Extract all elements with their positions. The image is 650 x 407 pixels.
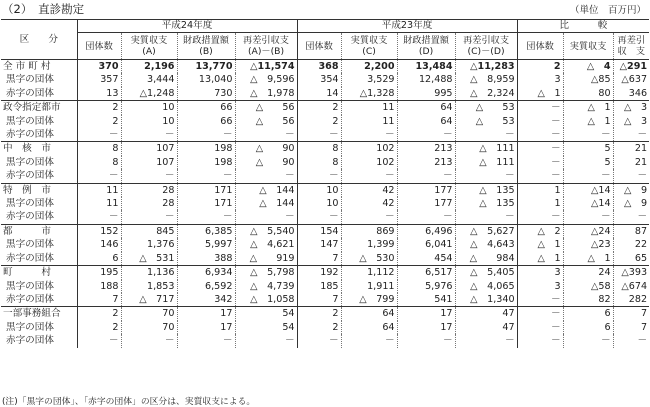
table-row: [1, 293, 649, 307]
table-cell: 342: [177, 293, 235, 307]
table-cell: 454: [397, 252, 455, 266]
table-row: [1, 156, 649, 169]
table-cell: －: [121, 128, 177, 142]
row-label: 赤字の団体: [6, 293, 54, 305]
table-cell: －: [341, 128, 397, 142]
table-cell: 2,200: [341, 60, 397, 74]
table-cell: △ 90: [235, 156, 297, 169]
table-cell: 7: [613, 307, 649, 321]
table-cell: 42: [341, 197, 397, 210]
table-cell: △ 56: [235, 101, 297, 115]
column-header: 実質収支: [563, 33, 613, 60]
table-cell: －: [297, 169, 341, 183]
column-header: 再差引収支 (A)－(B): [235, 33, 297, 60]
row-label: 都 市: [1, 224, 77, 238]
table-row: [1, 60, 649, 74]
table-cell: －: [397, 210, 455, 224]
table-cell: △ 53: [455, 115, 517, 128]
table-row: [1, 252, 649, 266]
table-cell: △ 4,621: [235, 238, 297, 251]
table-cell: 147: [297, 238, 341, 251]
table-cell: －: [613, 210, 649, 224]
table-cell: △ 4,643: [455, 238, 517, 251]
table-cell: －: [517, 210, 563, 224]
table-cell: △637: [613, 73, 649, 86]
column-header: 団体数: [297, 33, 341, 60]
table-cell: △ 53: [455, 101, 517, 115]
table-cell: －: [297, 128, 341, 142]
table-cell: 6,385: [177, 224, 235, 238]
table-cell: 17: [397, 307, 455, 321]
column-header: 再差引 収 支: [613, 33, 649, 60]
column-header: 財政措置額 (B): [177, 33, 235, 60]
direct-clinic-account-table: [1, 19, 649, 348]
table-cell: 21: [613, 142, 649, 156]
table-row: [1, 142, 649, 156]
table-cell: 195: [77, 266, 121, 280]
table-cell: －: [563, 169, 613, 183]
table-cell: 10: [121, 101, 177, 115]
row-label: 赤字の団体: [6, 170, 54, 182]
table-row: [1, 73, 649, 86]
table-cell: －: [517, 334, 563, 347]
table-cell: △ 135: [455, 183, 517, 197]
kubun-header: 区 分: [19, 33, 58, 45]
table-cell: 8: [297, 156, 341, 169]
table-cell: －: [517, 101, 563, 115]
table-cell: －: [341, 210, 397, 224]
table-cell: 154: [297, 224, 341, 238]
table-cell: 388: [177, 252, 235, 266]
table-cell: 2: [77, 307, 121, 321]
table-cell: 47: [455, 307, 517, 321]
table-cell: －: [77, 128, 121, 142]
table-cell: －: [235, 128, 297, 142]
table-cell: △ 2: [517, 224, 563, 238]
table-cell: 13,770: [177, 60, 235, 74]
table-cell: △ 3: [613, 101, 649, 115]
table-cell: 21: [613, 156, 649, 169]
table-cell: －: [121, 169, 177, 183]
row-label: 黒字の団体: [6, 156, 54, 168]
table-cell: －: [341, 334, 397, 347]
table-cell: △ 1: [517, 238, 563, 251]
table-cell: －: [455, 334, 517, 347]
table-cell: 171: [177, 183, 235, 197]
table-cell: 6: [563, 321, 613, 334]
table-cell: －: [563, 334, 613, 347]
table-cell: 152: [77, 224, 121, 238]
table-cell: －: [177, 334, 235, 347]
table-cell: △ 111: [455, 142, 517, 156]
table-cell: 5: [563, 156, 613, 169]
table-cell: 11: [77, 197, 121, 210]
table-row: [1, 197, 649, 210]
table-cell: －: [341, 169, 397, 183]
table-cell: △ 5,798: [235, 266, 297, 280]
table-cell: －: [397, 334, 455, 347]
table-cell: －: [455, 128, 517, 142]
table-cell: 6,592: [177, 280, 235, 293]
table-cell: 1,853: [121, 280, 177, 293]
table-cell: △58: [563, 280, 613, 293]
table-cell: 1: [517, 197, 563, 210]
table-cell: 1,399: [341, 238, 397, 251]
table-cell: －: [177, 128, 235, 142]
table-cell: 11: [77, 183, 121, 197]
table-cell: 2,196: [121, 60, 177, 74]
table-cell: 13,040: [177, 73, 235, 86]
table-cell: △ 3: [613, 115, 649, 128]
table-cell: △ 4,739: [235, 280, 297, 293]
table-cell: △ 799: [341, 293, 397, 307]
table-cell: 10: [121, 115, 177, 128]
table-cell: －: [235, 334, 297, 347]
column-header: 実質収支 (C): [341, 33, 397, 60]
column-header: 再差引収支 (C)－(D): [455, 33, 517, 60]
table-cell: 2: [77, 101, 121, 115]
table-cell: 869: [341, 224, 397, 238]
table-row: [1, 101, 649, 115]
table-cell: 177: [397, 183, 455, 197]
table-cell: △ 984: [455, 252, 517, 266]
table-cell: －: [517, 307, 563, 321]
table-cell: 541: [397, 293, 455, 307]
table-cell: 6,041: [397, 238, 455, 251]
table-cell: 3,444: [121, 73, 177, 86]
table-cell: 370: [77, 60, 121, 74]
table-cell: △ 111: [455, 156, 517, 169]
row-label: 赤字の団体: [6, 335, 54, 347]
table-cell: 8: [77, 156, 121, 169]
table-cell: －: [455, 210, 517, 224]
table-row: [1, 238, 649, 251]
table-cell: 282: [613, 293, 649, 307]
table-cell: △ 1: [563, 115, 613, 128]
table-row: [1, 115, 649, 128]
table-cell: －: [517, 293, 563, 307]
table-cell: 54: [235, 321, 297, 334]
fy24-header: 平成24年度: [77, 20, 297, 33]
table-cell: 14: [297, 87, 341, 101]
table-cell: 80: [563, 87, 613, 101]
table-cell: 198: [177, 156, 235, 169]
table-cell: 70: [121, 321, 177, 334]
table-cell: 7: [613, 321, 649, 334]
table-cell: 2: [77, 321, 121, 334]
table-cell: 12,488: [397, 73, 455, 86]
table-cell: 3: [517, 280, 563, 293]
row-label: 黒字の団体: [6, 321, 54, 333]
table-cell: 198: [177, 142, 235, 156]
table-cell: △ 9: [613, 183, 649, 197]
table-cell: 17: [177, 307, 235, 321]
table-cell: △85: [563, 73, 613, 86]
table-cell: －: [613, 169, 649, 183]
table-cell: －: [397, 169, 455, 183]
table-cell: △ 144: [235, 183, 297, 197]
table-cell: △ 1,978: [235, 87, 297, 101]
row-label: 黒字の団体: [6, 198, 54, 210]
table-cell: 6,496: [397, 224, 455, 238]
row-label: 赤字の団体: [6, 129, 54, 141]
table-row: [1, 280, 649, 293]
table-cell: 107: [121, 156, 177, 169]
table-cell: －: [517, 169, 563, 183]
table-cell: 28: [121, 183, 177, 197]
table-cell: 845: [121, 224, 177, 238]
table-cell: 24: [563, 266, 613, 280]
row-label: 全 市 町 村: [3, 61, 51, 72]
table-cell: 10: [297, 183, 341, 197]
table-cell: △ 919: [235, 252, 297, 266]
table-cell: 47: [455, 321, 517, 334]
table-cell: －: [455, 169, 517, 183]
row-label: 町 村: [1, 266, 77, 280]
table-cell: 177: [397, 197, 455, 210]
table-cell: 1,911: [341, 280, 397, 293]
table-cell: 28: [121, 197, 177, 210]
table-cell: －: [77, 210, 121, 224]
table-cell: △ 4: [563, 60, 613, 74]
table-cell: △ 1: [563, 101, 613, 115]
unit-label: （単位 百万円）: [569, 5, 646, 16]
table-cell: 354: [297, 73, 341, 86]
table-cell: 8: [77, 142, 121, 156]
table-cell: 185: [297, 280, 341, 293]
table-cell: △11,283: [455, 60, 517, 74]
table-cell: △24: [563, 224, 613, 238]
table-cell: 1: [517, 183, 563, 197]
table-cell: △ 531: [121, 252, 177, 266]
table-cell: △674: [613, 280, 649, 293]
table-cell: 42: [341, 183, 397, 197]
column-header: 団体数: [517, 33, 563, 60]
table-cell: －: [77, 334, 121, 347]
table-row: [1, 169, 649, 183]
table-cell: 64: [397, 115, 455, 128]
table-cell: △ 1,340: [455, 293, 517, 307]
table-cell: －: [517, 115, 563, 128]
table-cell: △14: [563, 183, 613, 197]
table-cell: 8: [297, 142, 341, 156]
table-cell: －: [517, 128, 563, 142]
table-cell: 82: [563, 293, 613, 307]
table-cell: 357: [77, 73, 121, 86]
table-cell: 5,997: [177, 238, 235, 251]
row-label: 黒字の団体: [6, 115, 54, 127]
table-cell: 11: [341, 115, 397, 128]
table-cell: 65: [613, 252, 649, 266]
table-cell: －: [121, 210, 177, 224]
table-cell: △ 4,065: [455, 280, 517, 293]
column-header: 団体数: [77, 33, 121, 60]
table-row: [1, 266, 649, 280]
table-cell: －: [235, 210, 297, 224]
table-row: [1, 210, 649, 224]
table-cell: 213: [397, 142, 455, 156]
table-cell: 6,934: [177, 266, 235, 280]
table-cell: △ 9: [613, 197, 649, 210]
table-cell: △11,574: [235, 60, 297, 74]
table-cell: 5,976: [397, 280, 455, 293]
table-cell: △ 1: [517, 252, 563, 266]
table-cell: △ 1: [563, 252, 613, 266]
table-cell: 2: [297, 307, 341, 321]
column-header: 実質収支 (A): [121, 33, 177, 60]
row-label: 黒字の団体: [6, 239, 54, 251]
footnote: (注)「黒字の団体」、「赤字の団体」の区分は、実質収支による。: [2, 397, 256, 407]
table-cell: 11: [341, 101, 397, 115]
table-cell: 3: [517, 266, 563, 280]
table-cell: 188: [77, 280, 121, 293]
table-cell: －: [297, 210, 341, 224]
table-cell: △ 5,540: [235, 224, 297, 238]
table-cell: 3,529: [341, 73, 397, 86]
table-cell: 87: [613, 224, 649, 238]
table-cell: △ 135: [455, 197, 517, 210]
table-cell: －: [397, 128, 455, 142]
table-cell: 995: [397, 87, 455, 101]
table-cell: 192: [297, 266, 341, 280]
row-label: 黒字の団体: [6, 74, 54, 86]
table-cell: 107: [121, 142, 177, 156]
table-cell: －: [517, 142, 563, 156]
table-row: [1, 87, 649, 101]
row-label: 政令指定都市: [1, 101, 77, 115]
fy23-header: 平成23年度: [297, 20, 517, 33]
table-cell: △ 9,596: [235, 73, 297, 86]
table-cell: 7: [77, 293, 121, 307]
table-cell: 6: [77, 252, 121, 266]
table-cell: 346: [613, 87, 649, 101]
table-cell: 10: [297, 197, 341, 210]
table-cell: 2: [297, 115, 341, 128]
row-label: 一部事務組合: [1, 307, 77, 321]
table-cell: 171: [177, 197, 235, 210]
table-cell: 64: [341, 321, 397, 334]
table-cell: 5: [563, 142, 613, 156]
table-cell: △ 144: [235, 197, 297, 210]
table-cell: △ 717: [121, 293, 177, 307]
table-cell: △ 1,058: [235, 293, 297, 307]
table-cell: 1,112: [341, 266, 397, 280]
table-cell: △1,248: [121, 87, 177, 101]
table-row: [1, 307, 649, 321]
table-cell: 64: [397, 101, 455, 115]
row-label: 赤字の団体: [6, 252, 54, 264]
table-cell: 102: [341, 142, 397, 156]
row-label: 中 核 市: [1, 142, 77, 156]
table-cell: －: [297, 334, 341, 347]
table-cell: △ 5,405: [455, 266, 517, 280]
table-cell: －: [517, 156, 563, 169]
table-cell: 2: [77, 115, 121, 128]
table-row: [1, 224, 649, 238]
row-label: 赤字の団体: [6, 87, 54, 99]
table-cell: △ 1: [517, 87, 563, 101]
table-cell: 1,376: [121, 238, 177, 251]
table-cell: 66: [177, 101, 235, 115]
table-cell: 64: [341, 307, 397, 321]
table-cell: －: [563, 210, 613, 224]
table-cell: △ 8,959: [455, 73, 517, 86]
table-cell: △14: [563, 197, 613, 210]
table-cell: 7: [297, 252, 341, 266]
table-cell: 3: [517, 73, 563, 86]
table-cell: －: [563, 128, 613, 142]
table-cell: 22: [613, 238, 649, 251]
table-cell: 70: [121, 307, 177, 321]
table-cell: 146: [77, 238, 121, 251]
table-cell: －: [613, 128, 649, 142]
table-row: [1, 128, 649, 142]
table-cell: △ 530: [341, 252, 397, 266]
table-cell: △ 2,324: [455, 87, 517, 101]
table-row: [1, 183, 649, 197]
table-cell: －: [517, 321, 563, 334]
table-cell: △ 5,627: [455, 224, 517, 238]
table-cell: －: [121, 334, 177, 347]
table-cell: △ 90: [235, 142, 297, 156]
table-cell: －: [235, 169, 297, 183]
section-title: （2） 直診勘定: [2, 2, 85, 16]
row-label: 赤字の団体: [6, 211, 54, 223]
row-label: 黒字の団体: [6, 280, 54, 292]
table-cell: △393: [613, 266, 649, 280]
table-cell: 66: [177, 115, 235, 128]
table-cell: －: [177, 169, 235, 183]
table-cell: 17: [397, 321, 455, 334]
table-cell: 2: [297, 101, 341, 115]
table-cell: －: [77, 169, 121, 183]
table-cell: 730: [177, 87, 235, 101]
row-label: 特 例 市: [1, 183, 77, 197]
comparison-header: 比 較: [517, 20, 649, 33]
table-cell: 2: [517, 60, 563, 74]
table-cell: 6,517: [397, 266, 455, 280]
table-cell: 13,484: [397, 60, 455, 74]
table-cell: －: [613, 334, 649, 347]
column-header: 財政措置額 (D): [397, 33, 455, 60]
table-cell: 213: [397, 156, 455, 169]
table-cell: 54: [235, 307, 297, 321]
table-cell: 368: [297, 60, 341, 74]
table-cell: －: [177, 210, 235, 224]
table-cell: △291: [613, 60, 649, 74]
table-cell: 17: [177, 321, 235, 334]
table-cell: 1,136: [121, 266, 177, 280]
table-cell: 6: [563, 307, 613, 321]
table-cell: △ 56: [235, 115, 297, 128]
table-row: [1, 321, 649, 334]
table-row: [1, 334, 649, 347]
table-cell: △1,328: [341, 87, 397, 101]
table-cell: 7: [297, 293, 341, 307]
table-cell: 13: [77, 87, 121, 101]
table-cell: 102: [341, 156, 397, 169]
table-cell: △23: [563, 238, 613, 251]
table-cell: 2: [297, 321, 341, 334]
